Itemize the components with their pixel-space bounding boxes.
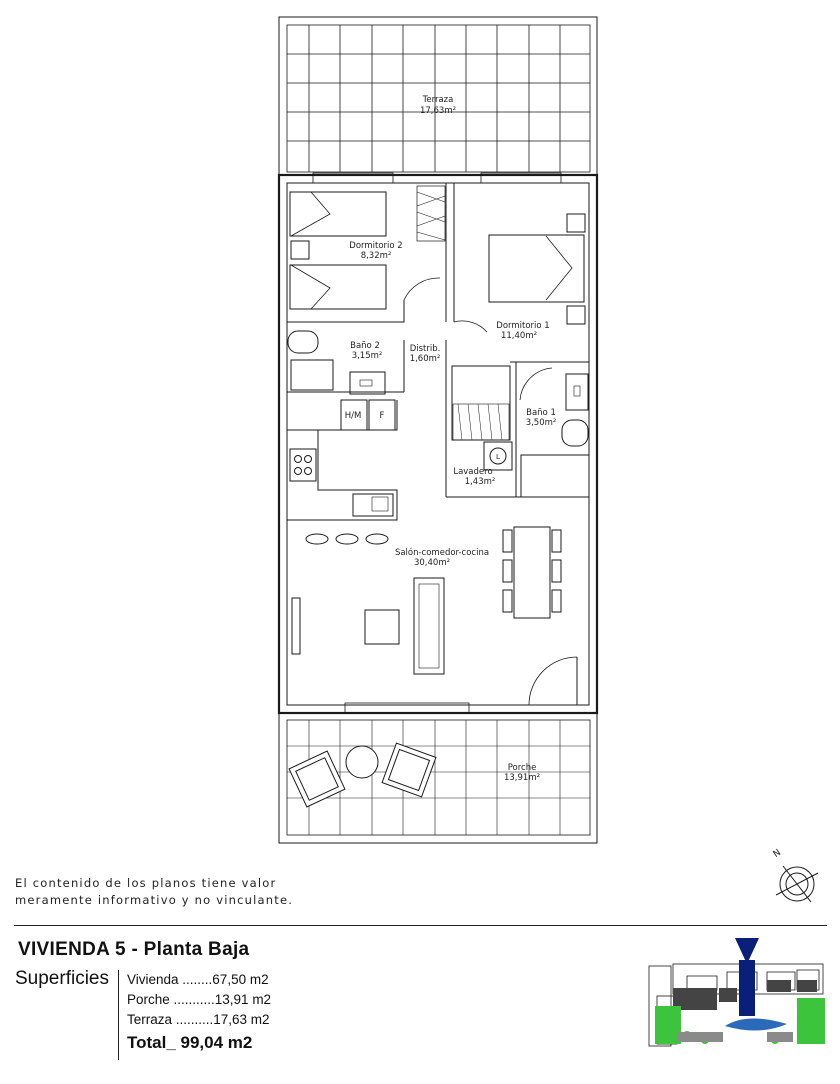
compass-icon [772, 848, 818, 902]
svg-text:Terraza: Terraza [422, 95, 454, 105]
svg-text:1,60m²: 1,60m² [409, 354, 441, 364]
room-label-dormitorio-2 [349, 241, 402, 261]
svg-text:Baño 2: Baño 2 [350, 341, 380, 351]
superficie-terraza: Terraza ..........17,63 m2 [127, 1012, 270, 1027]
room-label-lavadero [453, 467, 495, 487]
appliance-f-label: F [379, 411, 385, 421]
room-label-porche [504, 763, 540, 783]
superficies-label: Superficies [15, 968, 109, 989]
disclaimer-line-1: El contenido de los planos tiene valor [15, 876, 277, 890]
divider [14, 925, 827, 926]
appliance-hm-label: H/M [344, 411, 362, 421]
washer-label: L [496, 453, 500, 461]
room-label-dormitorio-1 [496, 321, 549, 341]
svg-text:Baño 1: Baño 1 [526, 408, 556, 418]
room-label-salon [395, 547, 489, 568]
svg-text:N: N [771, 847, 783, 860]
svg-text:8,32m²: 8,32m² [360, 251, 392, 261]
page-title: VIVIENDA 5 - Planta Baja [18, 939, 250, 960]
room-label-bano-1 [526, 408, 557, 428]
site-location-map [647, 936, 829, 1056]
svg-text:1,43m²: 1,43m² [464, 477, 496, 487]
svg-text:30,40m²: 30,40m² [413, 558, 451, 568]
svg-text:Lavadero: Lavadero [453, 467, 493, 477]
svg-text:11,40m²: 11,40m² [500, 331, 538, 341]
svg-text:Distrib.: Distrib. [409, 344, 441, 354]
superficie-vivienda: Vivienda ........67,50 m2 [127, 972, 269, 987]
svg-text:Dormitorio 2: Dormitorio 2 [349, 241, 403, 251]
svg-text:3,15m²: 3,15m² [351, 351, 383, 361]
superficies-divider [118, 970, 119, 1060]
exterior-wall [279, 175, 597, 713]
interior-wall-line [287, 183, 589, 705]
svg-text:Dormitorio 1: Dormitorio 1 [496, 321, 550, 331]
svg-text:17,63m²: 17,63m² [419, 106, 457, 116]
svg-text:13,91m²: 13,91m² [503, 773, 541, 783]
svg-text:Porche: Porche [507, 763, 537, 773]
superficies-list [127, 970, 271, 1053]
room-label-terraza [420, 95, 456, 116]
superficie-total: Total_ 99,04 m2 [127, 1033, 253, 1052]
disclaimer-text [15, 875, 293, 909]
room-label-bano-2 [350, 341, 382, 361]
room-label-distrib [410, 344, 441, 364]
svg-text:Salón-comedor-cocina: Salón-comedor-cocina [394, 548, 490, 558]
superficie-porche: Porche ...........13,91 m2 [127, 992, 272, 1007]
disclaimer-line-2: meramente informativo y no vinculante. [15, 893, 294, 907]
svg-text:3,50m²: 3,50m² [525, 418, 557, 428]
